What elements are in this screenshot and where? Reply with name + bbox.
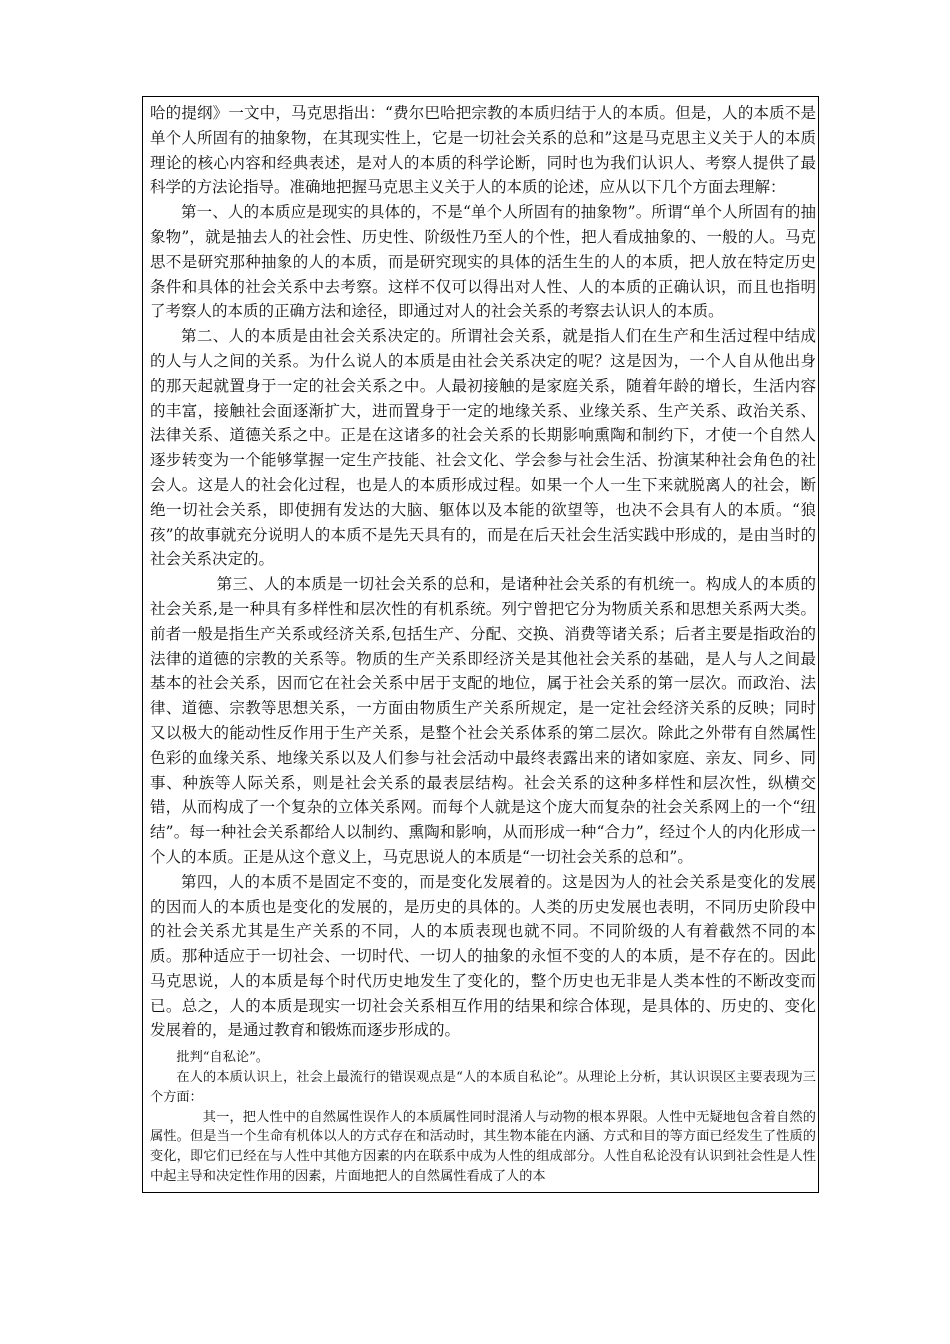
section-heading-critique: 批判“自私论”。: [176, 1050, 269, 1066]
paragraph-second-point: 第二、人的本质是由社会关系决定的。所谓社会关系，就是指人们在生产和生活过程中结成的人与人之间的关系。为什么说人的本质是由社会关系决定的呢？这是因为，一个人自从他出身的那天起就置身于一定的社会关系之中。人最初接触的是家庭关系，随着年龄的增长，生活内容的丰富，接触社会面逐渐扩大，进而置身于一定的地缘关系、业缘关系、生产关系、政治关系、法律关系、道德关系之中。正是在这诸多的社会关系的长期影响熏陶和制约下，才使一个自然人逐步转变为一个能够掌握一定生产技能、社会文化、学会参与社会生活、扮演某种社会角色的社会人。这是人的社会化过程，也是人的本质形成过程。如果一个人一生下来就脱离人的社会，断绝一切社会关系，即使拥有发达的大脑、躯体以及本能的欲望等，也决不会具有人的本质。“狼孩”的故事就充分说明人的本质不是先天具有的，而是在后天社会生活实践中形成的，是由当时的社会关系决定的。: [150, 327, 816, 569]
paragraph-critique-intro: 在人的本质认识上，社会上最流行的错误观点是“人的本质自私论”。从理论上分析，其认识误区主要表现为三个方面：: [150, 1070, 816, 1105]
paragraph-first-point: 第一、人的本质应是现实的具体的，不是“单个人所固有的抽象物”。所谓“单个人所固有的抽象物”，就是抽去人的社会性、历史性、阶级性乃至人的个性，把人看成抽象的、一般的人。马克思不是研究那种抽象的人的本质，而是研究现实的具体的活生生的人的本质，把人放在特定历史条件和具体的社会关系中去考察。这样不仅可以得出对人性、人的本质的正确认识，而且也指明了考察人的本质的正确方法和途径，即通过对人的社会关系的考察去认识人的本质。: [150, 203, 816, 321]
paragraph-critique-first: 其一，把人性中的自然属性误作人的本质属性同时混淆人与动物的根本界限。人性中无疑地包含着自然的属性。但是当一个生命有机体以人的方式存在和活动时，其生物本能在内涵、方式和目的等方面已经发生了性质的变化，即它们已经在与人性中其他方因素的内在联系中成为人性的组成部分。人性自私论没有认识到社会性是人性中起主导和决定性作用的因素，片面地把人的自然属性看成了人的本: [150, 1109, 816, 1185]
paragraph-intro: 哈的提纲》一文中，马克思指出：“费尔巴哈把宗教的本质归结于人的本质。但是，人的本质不是单个人所固有的抽象物，在其现实性上，它是一切社会关系的总和”这是马克思主义关于人的本质理论的核心内容和经典表述，是对人的本质的科学论断，同时也为我们认识人、考察人提供了最科学的方法论指导。准确地把握马克思主义关于人的本质的论述，应从以下几个方面去理解：: [150, 104, 816, 197]
paragraph-third-point: 第三、人的本质是一切社会关系的总和，是诸种社会关系的有机统一。构成人的本质的社会关系,是一种具有多样性和层次性的有机系统。列宁曾把它分为物质关系和思想关系两大类。前者一般是指生产关系或经济关系,包括生产、分配、交换、消费等诸关系；后者主要是指政治的法律的道德的宗教的关系等。物质的生产关系即经济关是其他社会关系的基础，是人与人之间最基本的社会关系，因而它在社会关系中居于支配的地位，属于社会关系的第一层次。而政治、法律、道德、宗教等思想关系，一方面由物质生产关系所规定，是一定社会经济关系的反映；同时又以极大的能动性反作用于生产关系，是整个社会关系体系的第二层次。除此之外带有自然属性色彩的血缘关系、地缘关系以及人们参与社会活动中最终表露出来的诸如家庭、亲友、同乡、同事、种族等人际关系，则是社会关系的最表层结构。社会关系的这种多样性和层次性，纵横交错，从而构成了一个复杂的立体关系网。而每个人就是这个庞大而复杂的社会关系网上的一个“纽结”。每一种社会关系都给人以制约、熏陶和影响，从而形成一种“合力”，经过个人的内化形成一个人的本质。正是从这个意义上，马克思说人的本质是“一切社会关系的总和”。: [150, 575, 816, 866]
paragraph-fourth-point: 第四，人的本质不是固定不变的，而是变化发展着的。这是因为人的社会关系是变化的发展的因而人的本质也是变化的发展的，是历史的具体的。人类的历史发展也表明，不同历史阶段中的社会关系尤其是生产关系的不同，人的本质表现也就不同。不同阶级的人有着截然不同的本质。那种适应于一切社会、一切时代、一切人的抽象的永恒不变的人的本质，是不存在的。因此马克思说，人的本质是每个时代历史地发生了变化的，整个历史也无非是人类本性的不断改变而已。总之，人的本质是现实一切社会关系相互作用的结果和综合体现，是具体的、历史的、变化发展着的，是通过教育和锻炼而逐步形成的。: [150, 872, 816, 1040]
document-body: [150, 101, 816, 1187]
